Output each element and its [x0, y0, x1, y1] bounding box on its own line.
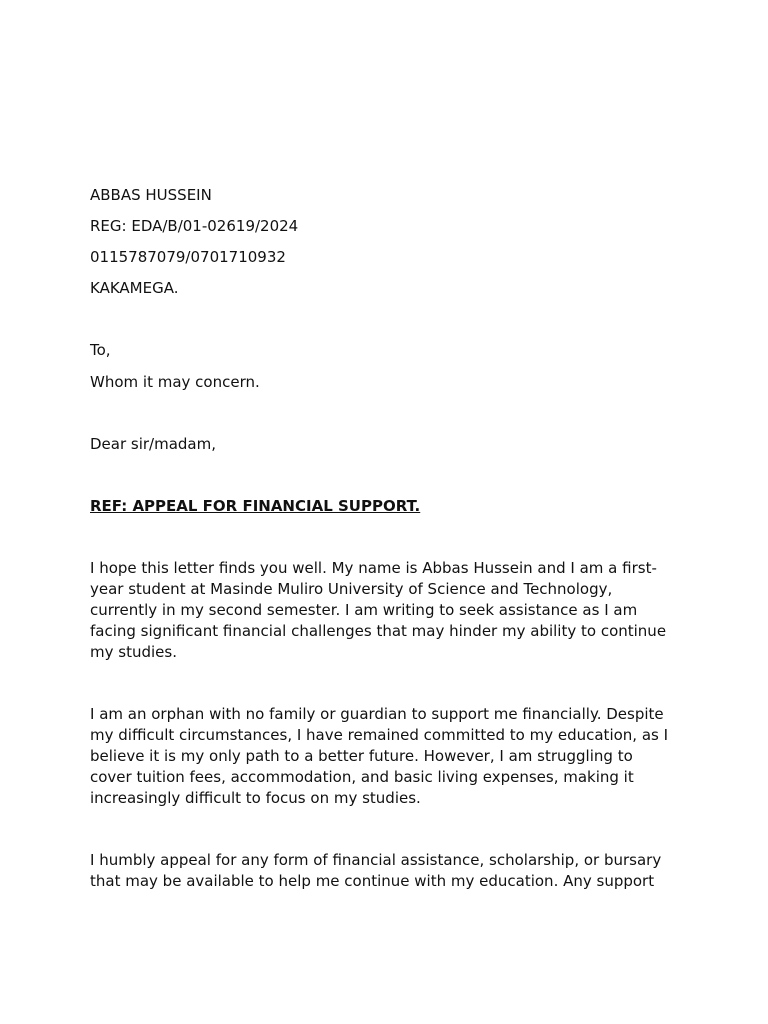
- paragraph-line: facing significant financial challenges that may hinder my ability to continue: [90, 622, 667, 640]
- paragraph-line: that may be available to help me continue with my education. Any support: [90, 872, 655, 890]
- paragraph-line: currently in my second semester. I am writing to seek assistance as I am: [90, 601, 638, 619]
- paragraph-line: cover tuition fees, accommodation, and basic living expenses, making it: [90, 768, 634, 786]
- paragraph-line: I am an orphan with no family or guardian to support me financially. Despite: [90, 705, 664, 723]
- paragraph-line: increasingly difficult to focus on my studies.: [90, 789, 421, 807]
- sender-reg-number: REG: EDA/B/01-02619/2024: [90, 217, 299, 235]
- paragraph-line: I hope this letter finds you well. My name is Abbas Hussein and I am a first-: [90, 559, 657, 577]
- salutation: Dear sir/madam,: [90, 435, 217, 453]
- reference-line: REF: APPEAL FOR FINANCIAL SUPPORT.: [90, 497, 421, 515]
- paragraph-line: I humbly appeal for any form of financial assistance, scholarship, or bursary: [90, 851, 662, 869]
- sender-phone: 0115787079/0701710932: [90, 248, 286, 266]
- recipient-whom: Whom it may concern.: [90, 373, 260, 391]
- paragraph-line: my difficult circumstances, I have remained committed to my education, as I: [90, 726, 669, 744]
- paragraph-line: my studies.: [90, 643, 177, 661]
- sender-name: ABBAS HUSSEIN: [90, 186, 212, 204]
- body-paragraph-2: [90, 704, 680, 809]
- body-paragraph-3: [90, 850, 680, 892]
- paragraph-line: year student at Masinde Muliro University of Science and Technology,: [90, 580, 613, 598]
- body-paragraph-1: [90, 558, 680, 663]
- paragraph-line: believe it is my only path to a better future. However, I am struggling to: [90, 747, 633, 765]
- sender-location: KAKAMEGA.: [90, 279, 179, 297]
- recipient-to: To,: [90, 341, 111, 359]
